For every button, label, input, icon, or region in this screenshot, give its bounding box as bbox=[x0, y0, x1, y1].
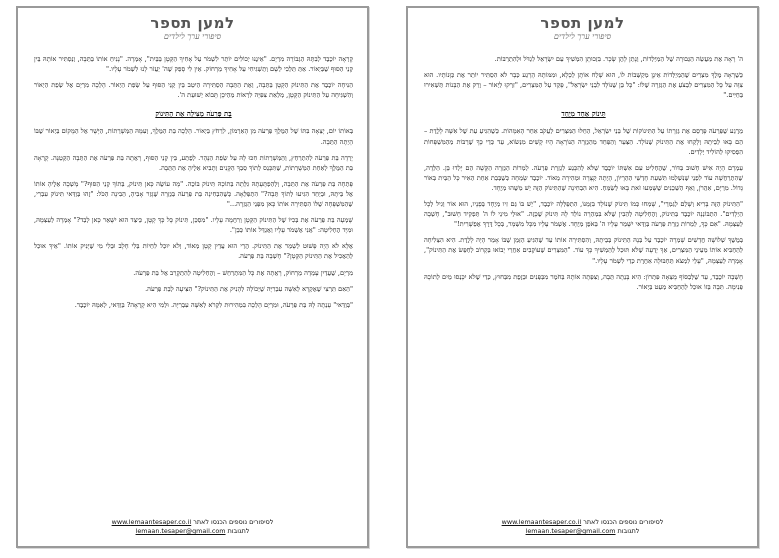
section-heading: תִּינוֹק אֶחָד מְיֻחָד bbox=[561, 109, 606, 119]
paragraph: מִרְיָם, שֶׁעֲדַיִן עָמְדָה מֵרָחוֹק, רָאֲתָה אֶת כָּל הַמִּתְרַחֵשׁ – וְהֶחְלִיטָה לְהִתְקָרֵב אֶל בַּת פַּרְעֹה. bbox=[133, 268, 353, 277]
paragraph: "בְּוַדַּאי" עָנְתָה לָהּ בַּת פַּרְעֹה, וּמִרְיָם הָלְכָה בִּמְהִירוּת לִקְרֹא לְאִשָּׁה עִבְרִיָּה. וּלְמִי הִיא קָרְאָה? בְּוַדַּאי, לְאִמָּהּ יוֹכֶבֶד. bbox=[74, 300, 353, 309]
paragraph: בְּמֶשֶׁךְ שְׁלוֹשָׁה חֳדָשִׁים שָׁמְרָה יוֹכֶבֶד עַל בְּנָהּ הַתִּינוֹק בְּבֵיתָהּ, וְהִסְתִּירָה אוֹתוֹ עַד שֶׁהִגִּיעַ הַזְּמַן שֶׁבּוֹ אָמַר הָיָה לָלֶדֶת. הִיא הִצְלִיחָה לְהַחְבִּיא אוֹתוֹ מֵעֵינֵי הַמִּצְרִים, אַךְ יָדְעָה שֶׁלֹּא תּוּכַל לְהַמְשִׁיךְ כָּךְ עוֹד. "הַמִּצְרִים שֶׁעוֹקְבִים אַחֲרַי יָבוֹאוּ בְּקָרוֹב לְחַפֵּשׂ אֶת הַתִּינוֹק", אָמְרָה לְעַצְמָהּ, "עָלַי לִמְצֹא תַּחְבּוּלָה אַחֶרֶת כְּדֵי לִשְׁמֹר עָלָיו." bbox=[424, 236, 743, 265]
right-page bbox=[406, 6, 759, 548]
paragraph: מֵרֶגַע שֶׁפַּרְעֹה פָּרְסֵם אֶת גְּזֵרָתוֹ עַל הַתִּינוֹקוֹת שֶׁל בְּנֵי יִשְׂרָאֵל, הֵחֵלּוּ הַמִּצְרִים לַעֲקֹב אַחַר הָאִמָּהוֹת. כְּשֶׁהִגִּיעַ עֵת שֶׁל אִשָּׁה לָלֶדֶת – הֵם בָּאוּ לְבֵיתָהּ וְלָקְחוּ אֶת הַתִּינוֹק שֶׁנּוֹלָד. הַצַּעַר וְהַפַּחַד מֵהַגְּזֵרָה הַנּוֹרָאָה הָיוּ קָשִׁים מִנְּשׂוֹא, עַד כְּדֵי כָּךְ שֶׁרַבּוֹת מֵהַמִּשְׁפָּחוֹת הִפְסִיקוּ לְהוֹלִיד יְלָדִים. bbox=[424, 127, 743, 156]
website-link[interactable]: www.lemaantesaper.co.il bbox=[111, 518, 192, 526]
brand-tagline: סיפורי ערך לילדים bbox=[553, 32, 612, 41]
brand-logo bbox=[523, 14, 643, 42]
paragraph: כְּשֶׁרָאָה מֶלֶךְ מִצְרַיִם שֶׁהַמְיַלְּדוֹת אֵינָן מְקַשְּׁבוֹת לוֹ, הוּא שָׁלַח אוֹתָן לְכָלָא, וּמִמּוֹתָהּ הָרָגַע כְּבָר לֹא הִסְתִּיר יוֹתֵר אֶת כַּוָּנוֹתָיו. הוּא צִוָּה עַל כָּל הַמִּצְרִים לִבְצֹעַ אֶת הַגְּזֵרָה שֶׁלּוֹ: "כָּל בֵּן שֶׁנּוֹלָד לִבְנֵי יִשְׂרָאֵל", פָּקַד עַל הַמִּצְרִים, "זִרְקוּ לַיְאוֹר – וְרַק אֶת הַבָּנוֹת תַּשְׁאִירוּ בַּחַיִּים." bbox=[424, 71, 743, 100]
brand-tagline: סיפורי ערך לילדים bbox=[163, 32, 222, 41]
paragraph: עַמְרָם הָיָה אִישׁ חָשׁוּב בַּדּוֹר, שֶׁהֶחְלִיט עִם אִשְׁתּוֹ יוֹכֶבֶד שֶׁלֹּא לְהִכָּנַע לִגְזֵרַת פַּרְעֹה. לַמְרוֹת הַגְּזֵרָה הַקָּשָׁה הֵם יָלְדוּ בֵּן. הַלֵּדָה, שֶׁהִתְרַחֲשָׁה עוֹד לִפְנֵי שֶׁנִּשְׁלְמוּ תִּשְׁעַת חָדְשֵׁי הַהֵרָיוֹן, הָיְתָה קְצָרָה וּמְהִירָה מְאוֹד. יוֹכֶבֶד שָׂמְחָה כְּשֶׁבְּבַת אַחַת הֵאִיר כָּל הַבַּיִת בְּאוֹר גָּדוֹל. מִרְיָם, אַהֲרֹן, וְאַף הַשְּׁכֵנִים שֶׁשָּׁמְעוּ זֹאת בָּאוּ לְשַׂמֵּחַ. הִיא הִבְחִינָה שֶׁהַתִּינוֹק הַזֶּה יֵשׁ מַשֶּׁהוּ מְיֻחָד. bbox=[424, 163, 743, 192]
footer-site-row bbox=[408, 518, 757, 527]
left-page bbox=[16, 6, 369, 548]
paragraph: "הַאִם תִּרְצִי שֶׁאֶקְרָא לְאִשָּׁה עִבְרִיָּה שֶׁיְּכוֹלָה לְהָנִיק אֶת הַתִּינוֹק?" הִצִּיעָה לְבַת פַּרְעֹה. bbox=[145, 284, 353, 293]
paragraph: יָרְדָה בַּת פַּרְעֹה לְהִתְרַחֵץ, וְהַמְּשָׁרְתוֹת חִכּוּ לָהּ עַל שְׂפַת הַנָּהָר. לְפֶתַע, בֵּין קְנֵי הַסּוּף, רָאֲתָה בַּת פַּרְעֹה אֶת הַתֵּבָה הַקְּטַנָּה. קָרְאָה בַּת הַמֶּלֶךְ לְאַחַת הַמְּשָׁרְתוֹת, שֶׁתִּכָּנֵס לְתוֹךְ סְבַךְ הַקָּנִים וְתָבִיא אֵלֶיהָ אֶת הַתֵּבָה. bbox=[34, 153, 353, 172]
website-link[interactable]: www.lemaantesaper.co.il bbox=[501, 518, 582, 526]
paragraph: קָרְאָה יוֹכֶבֶד לְבִתָּהּ הַגְּבוֹרָה מִרְיָם. "אֵינֶנּוּ יְכוֹלִים יוֹתֵר לִשְׁמֹר עַל אָחִיךְ הַקָּטָן בַּבַּיִת", אָמְרָה. "נָנִיחַ אוֹתוֹ בַּתֵּבָה, וְנַסְתִּיר אוֹתָהּ בֵּין קְנֵי הַסּוּף שֶׁבַּיְאוֹר. אַתְּ תֵּלְכִי לְשָׁם וְתַשְׁגִּיחִי עַל אָחִיךְ מֵרָחוֹק. אֵין לִי סָפֵק שֶׁה' יַעֲזֹר לָנוּ לִשְׁמֹר עָלָיו." bbox=[34, 55, 353, 74]
paragraph: ה' רָאָה אֶת מַעֲשֵׂה הַגְּבוּרָה שֶׁל הַמְיַלְּדוֹת, וְנָתַן לָהֶן שָׂכָר. בִּזְכוּתָן הִמְשִׁיךְ עַם יִשְׂרָאֵל לִגְדֹּל וּלְהִתְרַבּוֹת. bbox=[494, 55, 743, 63]
footer-site-row bbox=[18, 518, 367, 527]
footer-email-row bbox=[408, 527, 757, 536]
brand-name: למען תספר bbox=[150, 14, 235, 32]
page-footer bbox=[18, 518, 367, 536]
paragraph: בְּאוֹתוֹ יוֹם, יָצְאָה בִּתּוֹ שֶׁל הַמֶּלֶךְ פַּרְעֹה מִן הָאַרְמוֹן, לִרְחֹץ בַּיְאוֹר. הָלְכָה בַּת הַמֶּלֶךְ, וְעִמָּהּ הַמְּשָׁרְתוֹת, הַיָּשָׁר אֶל הַמָּקוֹם בַּיְאוֹר שֶׁבּוֹ הָיְתָה הַתֵּבָה. bbox=[34, 127, 353, 146]
email-link[interactable]: lemaan.tesaper@gmail.com bbox=[135, 527, 226, 535]
footer-email-text: לתגובות bbox=[617, 527, 640, 535]
page-footer bbox=[408, 518, 757, 536]
paragraph: אֶלָּא לֹא הָיָה פָּשׁוּט לְשָׁמֵר אֶת הַתִּינוֹק. הֲרֵי הוּא עֲדַיִן קָטָן מְאוֹד, וְלֹא יוּכַל לִחְיוֹת בְּלִי חָלָב וּבְלִי מִי שֶׁיָּנִיק אוֹתוֹ. "אֵיךְ אוּכַל לְהַאֲכִיל אֶת הַתִּינוֹק הַקָּטָן?" חָשְׁבָה בַּת פַּרְעֹה. bbox=[34, 242, 353, 261]
section-heading: בַּת פַּרְעֹה מַצִּילָה אֶת הַתִּינוֹק bbox=[155, 109, 232, 119]
paragraph: פָּתְחָה בַּת פַּרְעֹה אֶת הַתֵּבָה, וְלַהַפְתָּעָתָהּ גִּלְּתָה בְּתוֹכָהּ תִּינוֹק בּוֹכֶה. "מָה עוֹשֶׂה כָּאן תִּינוֹק, בְּתוֹךְ קְנֵי הַסּוּף?" מָשְׁכָה אֵלֶיהָ אוֹתוֹ אֶל בֵּיתָהּ, וּבְיַחַד הִגִּיעוּ לְתוֹךְ תֵּבָה?" הִתְפַּלְּאָה. כְּשֶׁהִבְחִינָה בַּת פַּרְעֹה בַּגְּזֵרָה שֶׁגָּזַר אָבִיהָ, הֵבִינָה הַכֹּל: "זֶהוּ בְּוַדַּאי תִּינוֹק עִבְרִי, שֶׁהַמִּשְׁפָּחָה שֶׁלּוֹ הִסְתִּירָה אוֹתוֹ כָּאן מִפְּנֵי הַגְּזֵרָה..." bbox=[34, 179, 353, 209]
paragraph: "הַתִּינוֹק הַזֶּה בָּרִיא וְשָׁלֵם לְגַמְרֵי", שָׁמְחוּ כְּמוֹ תִּינוֹק שֶׁנּוֹלָד בִּזְמַנּוֹ, הִתְפַּלְּלָה יוֹכֶבֶד, "יֵשׁ בּוֹ גַּם זִיו מְיֻחָד בְּפָנָיו, הוּא אוֹר וְגִיל לְכָל הַיְלָדִים". הִתְבּוֹנְנָה יוֹכֶבֶד בַּתִּינוֹק, וְהֶחְלִיטָה לְהַבִין שֶׁלֹּא בִּמְהֵרָה נוֹלַד לָהּ תִּינוֹק שֶׁכָּזֶה. "אוּלַי מִינֵי לוֹ ה' תַּפְקִיד חָשׁוּב", חָשְׁבָה לְעַצְמָהּ. "אִם כָּךְ, לַמְרוֹת גְּזֵרַת פַּרְעֹה בְּוַדַּאי יִשָּׁמֵר עָלָיו ה' בְּאֹפֶן מְיֻחָד. אֶשְׁמֹר עָלָיו מִכָּל מִשְׁמָר, בְּכָל דֶּרֶךְ אֶפְשָׁרִית!" bbox=[424, 200, 743, 229]
left-page-text bbox=[34, 54, 353, 502]
paragraph: חָשְׁבָה יוֹכֶבֶד, עַד שֶׁלְּבַסּוֹף מָצְאָה פִּתְרוֹן: הִיא בָּנְתָה תֵּבָה, וְצִפְּתָה אוֹתָהּ בְּחֹמֶר מִבַּפְּנִים וּבְזֶפֶת מִבַּחוּץ, כְּדֵי שֶׁלֹּא יִכָּנְסוּ מַיִם לְתוֹכָהּ פְּנִימָה. תִּבָה בְּזוֹ אוּכַל לְהַחְבִּיא מְעַט בַּיְאוֹר. bbox=[424, 272, 743, 291]
right-page-text bbox=[424, 54, 743, 502]
brand-name: למען תספר bbox=[540, 14, 625, 32]
footer-site-text: לסיפורים נוספים הכנסו לאתר bbox=[583, 518, 664, 526]
email-link[interactable]: lemaan.tesaper@gmail.com bbox=[525, 527, 616, 535]
paragraph: הַנִּיחָה יוֹכֶבֶד אֶת הַתִּינוֹק הַקָּטָן בַּתֵּבָה, וְאֶת הַתֵּבָה הַסְתִּירָה הֵיטֵב בֵּין קְנֵי הַסּוּף עַל שְׂפַת הַיְאוֹר. הָלְכָה מִרְיָם אֶל שְׂפַת הַיְאוֹר וְהִשְׁגִּיחָה עַל הַתִּינוֹק הַקָּטָן, מְלֵאַת צִפִּיָּה לִרְאוֹת מֵהֵיכָן תָּבוֹא יְשׁוּעַת ה'. bbox=[34, 81, 353, 100]
footer-email-text: לתגובות bbox=[227, 527, 250, 535]
brand-logo bbox=[133, 14, 253, 42]
footer-site-text: לסיפורים נוספים הכנסו לאתר bbox=[193, 518, 274, 526]
footer-email-row bbox=[18, 527, 367, 536]
paragraph: שָׁמְעָה בַּת פַּרְעֹה אֶת בְּכִיּוֹ שֶׁל הַתִּינוֹק הַקָּטָן וְרִחֲמָה עָלָיו. "מִסְכֵּן, תִּינוֹק כָּל כָּךְ קָטָן, כֵּיצַד הוּא יִשָּׁאֵר כָּאן לְבַד?" אָמְרָה לְעַצְמָהּ, וּמִיָּד הֶחְלִיטָה: "אֲנִי אֶשְׁמֹר עָלָיו וַאֲגַדֵּל אוֹתוֹ כְּבֵן". bbox=[34, 216, 353, 235]
